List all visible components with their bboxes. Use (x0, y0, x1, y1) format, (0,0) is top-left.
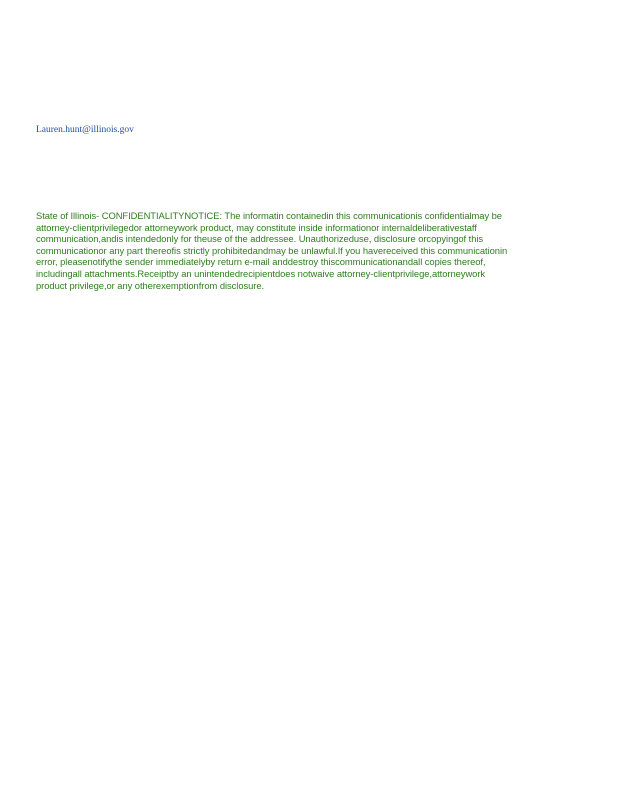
notice-line: communicationor any part thereofis strictly prohibitedandmay be unlawful.If you havereceived this communicationin (36, 244, 508, 256)
notice-line: includingall attachments.Receiptby an unintendedrecipientdoes notwaive attorney-clientprivilege,attorneywork (36, 267, 486, 279)
notice-line: attorney-clientprivilegedor attorneywork product, may constitute inside informationor internaldeliberativestaff (36, 221, 477, 233)
notice-line: product privilege,or any otherexemptionfrom disclosure. (36, 279, 265, 291)
email-address-link[interactable]: Lauren.hunt@illinois.gov (36, 125, 134, 135)
confidentiality-notice (36, 210, 571, 291)
notice-line: State of Illinois- CONFIDENTIALITYNOTICE: The informatin containedin this communicationis confidentialmay be (36, 210, 502, 221)
notice-line: error, pleasenotifythe sender immediatelyby return e-mail anddestroy thiscommunicationandall copies thereof, (36, 256, 486, 268)
notice-line: communication,andis intendedonly for theuse of the addressee. Unauthorizeduse, disclosure orcopyingof this (36, 233, 484, 245)
